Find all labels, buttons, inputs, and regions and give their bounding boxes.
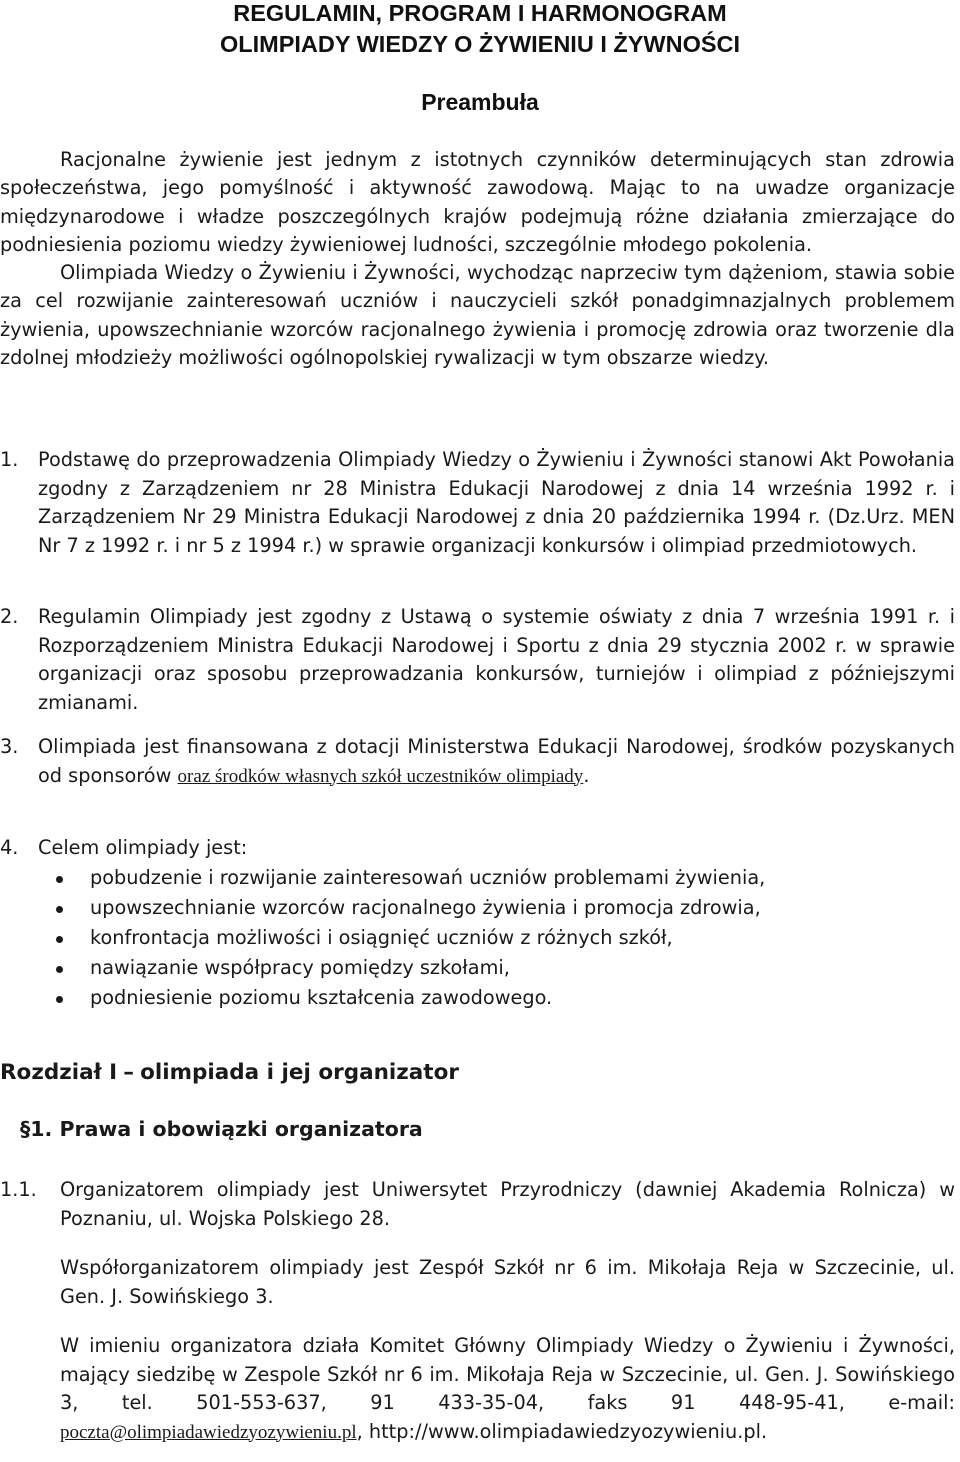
chapter-heading [0,1059,459,1085]
list-item-2 [0,603,955,717]
subsection-number: 1.1. [0,1178,37,1201]
preamble-heading: Preambuła [421,89,539,115]
bullet-icon [56,936,63,943]
separator: , [356,1419,363,1443]
goal-item [0,893,955,923]
funding-underlined-text: oraz środków własnych szkół uczestników olimpiady [177,765,584,787]
preamble-section [0,146,955,372]
list-item-number: 4. [0,836,19,859]
document-title-line2: OLIMPIADY WIEDZY O ŻYWIENIU I ŻYWNOŚCI [219,31,741,57]
section-heading [20,1117,423,1141]
list-item-3 [0,733,955,791]
organizer-paragraph: Organizatorem olimpiady jest Uniwersytet Przyrodniczy (dawniej Akademia Rolnicza) w Poznaniu, ul. Wojska Polskiego 28. [60,1178,955,1230]
list-item-4 [0,834,955,863]
funding-end: . [583,763,590,787]
list-item-text: Regulamin Olimpiady jest zgodny z Ustawą o systemie oświaty z dnia 7 września 1991 r. i Rozporządzeniem Ministra Edukacji Narodowej i Sportu z dnia 29 stycznia 2002 r. w sprawie organizacji oraz sposobu przeprowadzania konkursów, turniejów i olimpiad z późniejszymi zmianami. [38,605,955,714]
bullet-icon [56,906,63,913]
goal-text: nawiązanie współpracy pomiędzy szkołami, [90,956,510,979]
preamble-paragraph-2: Olimpiada Wiedzy o Żywieniu i Żywności, wychodząc naprzeciw tym dążeniom, stawia sobie za cel rozwijanie zainteresowań uczniów i nauczycieli szkół ponadgimnazjalnych problemem żywienia, upowszechnianie wzorców racjonalnego żywienia i promocję zdrowia oraz tworzenie dla zdolnej młodzieży możliwości ogólnopolskiej rywalizacji w tym obszarze wiedzy. [0,261,955,370]
funding-text: Olimpiada jest finansowana z dotacji Ministerstwa Edukacji Narodowej, środków pozyskanych od sponsorów [38,735,955,787]
list-item-1 [0,446,955,560]
section-title: 1. Prawa i obowiązki organizatora [30,1117,423,1141]
goal-item [0,953,955,983]
chapter-title: olimpiada i jej organizator [140,1060,459,1085]
bullet-icon [56,876,63,883]
email-link[interactable]: poczta@olimpiadawiedzyozywieniu.pl [60,1421,357,1443]
coorganizer-paragraph: Współorganizatorem olimpiady jest Zespół Szkół nr 6 im. Mikołaja Reja w Szczecinie, ul. Gen. J. Sowińskiego 3. [60,1256,955,1308]
document-title-line1: REGULAMIN, PROGRAM I HARMONOGRAM [233,0,727,26]
chapter-dash: – [123,1060,134,1085]
goal-text: podniesienie poziomu kształcenia zawodowego. [90,986,553,1009]
goal-text: konfrontacja możliwości i osiągnięć uczniów z różnych szkół, [90,926,673,949]
committee-paragraph [60,1332,955,1447]
goals-list [0,863,955,1013]
goal-item [0,863,955,893]
committee-text: W imieniu organizatora działa Komitet Główny Olimpiady Wiedzy o Żywieniu i Żywności, mający siedzibę w Zespole Szkół nr 6 im. Mikołaja Reja w Szczecinie, ul. Gen. J. Sowińskiego 3, tel. 501-553-637, 91 433-35-04, faks 91 448-95-41, e-mail: [60,1334,955,1414]
list-item-number: 1. [0,448,19,471]
section-mark: § [20,1117,31,1141]
website-url[interactable]: http://www.olimpiadawiedzyozywieniu.pl. [368,1419,768,1443]
list-item-number: 3. [0,735,19,758]
list-item-number: 2. [0,605,19,628]
goal-text: pobudzenie i rozwijanie zainteresowań uczniów problemami żywienia, [90,866,766,889]
preamble-paragraph-1: Racjonalne żywienie jest jednym z istotnych czynników determinujących stan zdrowia społeczeństwa, jego pomyślność i aktywność zawodową. Mając to na uwadze organizacje międzynarodowe i władze poszczególnych krajów podejmują różne działania zmierzające do podniesienia poziomu wiedzy żywieniowej ludności, szczególnie młodego pokolenia. [0,148,955,256]
bullet-icon [56,966,63,973]
goal-item [0,923,955,953]
list-item-text [38,733,955,791]
chapter-label: Rozdział I [0,1060,118,1085]
goal-text: upowszechnianie wzorców racjonalnego żywienia i promocja zdrowia, [90,896,761,919]
subsection-1-1 [0,1176,955,1447]
bullet-icon [56,996,63,1003]
list-item-text: Celem olimpiady jest: [38,836,248,859]
goal-item [0,983,955,1013]
list-item-text: Podstawę do przeprowadzenia Olimpiady Wiedzy o Żywieniu i Żywności stanowi Akt Powołania zgodny z Zarządzeniem nr 28 Ministra Edukacji Narodowej z dnia 14 września 1992 r. i Zarządzeniem Nr 29 Ministra Edukacji Narodowej z dnia 20 października 1994 r. (Dz.Urz. MEN Nr 7 z 1992 r. i nr 5 z 1994 r.) w sprawie organizacji konkursów i olimpiad przedmiotowych. [38,448,955,557]
